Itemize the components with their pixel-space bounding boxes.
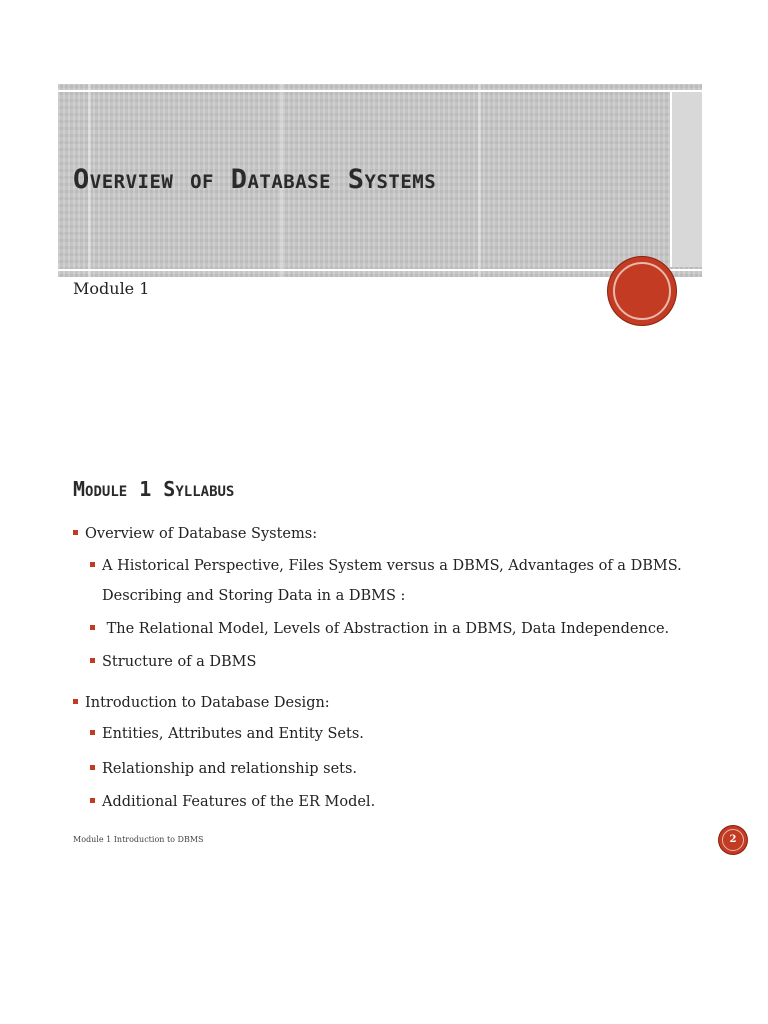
slide-subtitle: Module 1 [73, 279, 150, 298]
banner-texture-line [478, 84, 481, 277]
list-item: Overview of Database Systems: [73, 526, 317, 542]
banner-side-strip [670, 92, 702, 267]
list-item: A Historical Perspective, Files System versus a DBMS, Advantages of a DBMS. [90, 558, 682, 574]
list-item-continuation: Describing and Storing Data in a DBMS : [102, 588, 406, 604]
square-bullet-icon [90, 730, 95, 735]
list-item: Relationship and relationship sets. [90, 761, 357, 777]
banner-bottom-rule [58, 269, 702, 271]
banner-top-rule [58, 90, 702, 92]
slide-title: Overview of Database Systems [73, 164, 437, 195]
page-number: 2 [729, 834, 737, 845]
square-bullet-icon [73, 530, 78, 535]
square-bullet-icon [90, 562, 95, 567]
list-item: Additional Features of the ER Model. [90, 794, 375, 810]
square-bullet-icon [90, 625, 95, 630]
list-item: Introduction to Database Design: [73, 695, 330, 711]
slide-footer: Module 1 Introduction to DBMS [73, 835, 204, 844]
square-bullet-icon [90, 765, 95, 770]
square-bullet-icon [90, 658, 95, 663]
list-item: Structure of a DBMS [90, 654, 256, 670]
logo-ring [613, 262, 671, 320]
square-bullet-icon [73, 699, 78, 704]
list-item: Entities, Attributes and Entity Sets. [90, 726, 364, 742]
page-number-badge [719, 826, 747, 854]
list-item: The Relational Model, Levels of Abstraction in a DBMS, Data Independence. [90, 621, 669, 637]
decorative-circle-logo [608, 257, 676, 325]
syllabus-heading: Module 1 Syllabus [73, 477, 235, 501]
square-bullet-icon [90, 798, 95, 803]
